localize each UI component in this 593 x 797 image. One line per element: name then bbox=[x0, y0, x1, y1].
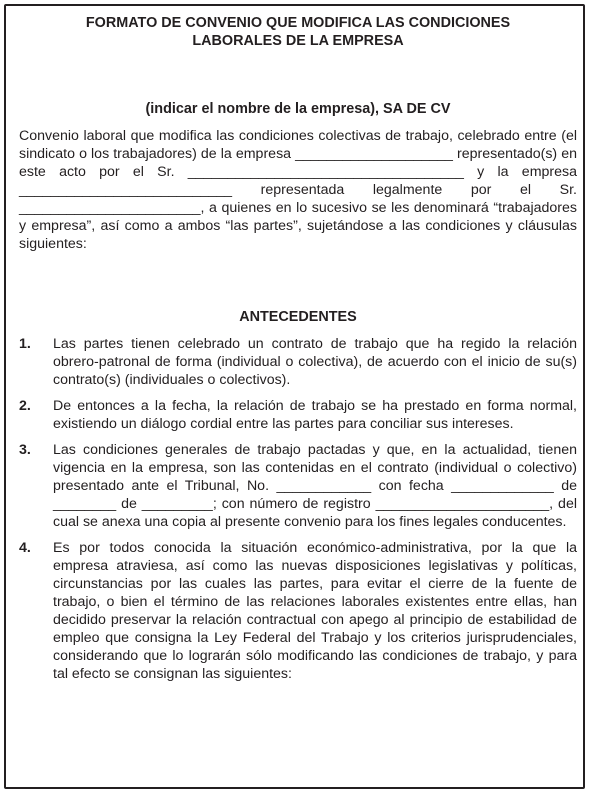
document-title bbox=[19, 14, 577, 50]
document-body bbox=[19, 14, 577, 691]
list-item bbox=[19, 539, 577, 683]
document-title-line-1: FORMATO DE CONVENIO QUE MODIFICA LAS CONDICIONES bbox=[85, 15, 511, 31]
antecedentes-list bbox=[19, 335, 577, 683]
item-number: 1. bbox=[19, 336, 31, 352]
item-text: Las partes tienen celebrado un contrato de trabajo que ha regido la relación obrero-patronal de forma (individual o colectiva), de acuerdo con el inicio de su(s) contrato(s) (individuales o colectivos). bbox=[53, 336, 577, 388]
item-number: 3. bbox=[19, 442, 31, 458]
company-name-line: (indicar el nombre de la empresa), SA DE CV bbox=[145, 101, 451, 117]
item-text: Es por todos conocida la situación económico-administrativa, por la que la empresa atraviesa, así como las nuevas disposiciones legislativas y políticas, circunstancias por las cuales las partes, para evitar el cierre de la fuente de trabajo, o bien el término de las relaciones laborales existentes entre ellas, han decidido preservar la relación contractual con apego al principio de estabilidad de empleo que consigna la Ley Federal del Trabajo y los criterios jurisprudenciales, considerando que lo lograrán sólo modificando las condiciones de trabajo, y para tal efecto se consignan las siguientes: bbox=[53, 540, 577, 682]
list-item bbox=[19, 397, 577, 433]
item-text: De entonces a la fecha, la relación de trabajo se ha prestado en forma normal, existiendo un diálogo cordial entre las partes para conciliar sus intereses. bbox=[53, 398, 577, 432]
list-item bbox=[19, 441, 577, 531]
document-title-line-2: LABORALES DE LA EMPRESA bbox=[192, 33, 404, 49]
item-number: 4. bbox=[19, 540, 31, 556]
item-text: Las condiciones generales de trabajo pactadas y que, en la actualidad, tienen vigencia en la empresa, son las contenidas en el contrato (individual o colectivo) presentado ante el Tribunal, No. ____________ con fecha _____________ de ________ de _________; con número de registro ______________________, del cual se anexa una copia al presente convenio para los fines legales conducentes. bbox=[53, 442, 577, 530]
section-title-antecedentes: ANTECEDENTES bbox=[239, 309, 357, 325]
list-item bbox=[19, 335, 577, 389]
intro-paragraph: Convenio laboral que modifica las condiciones colectivas de trabajo, celebrado entre (el sindicato o los trabajadores) de la empresa ____________________ representado(s) en este acto por el Sr. ___________________________________ y la empresa ___________________________ representada legalmente por el Sr. _______________________, a quienes en lo sucesivo se les denominará “trabajadores y empresa”, así como a ambos “las partes”, sujetándose a las condiciones y cláusulas siguientes: bbox=[19, 128, 577, 252]
item-number: 2. bbox=[19, 398, 31, 414]
